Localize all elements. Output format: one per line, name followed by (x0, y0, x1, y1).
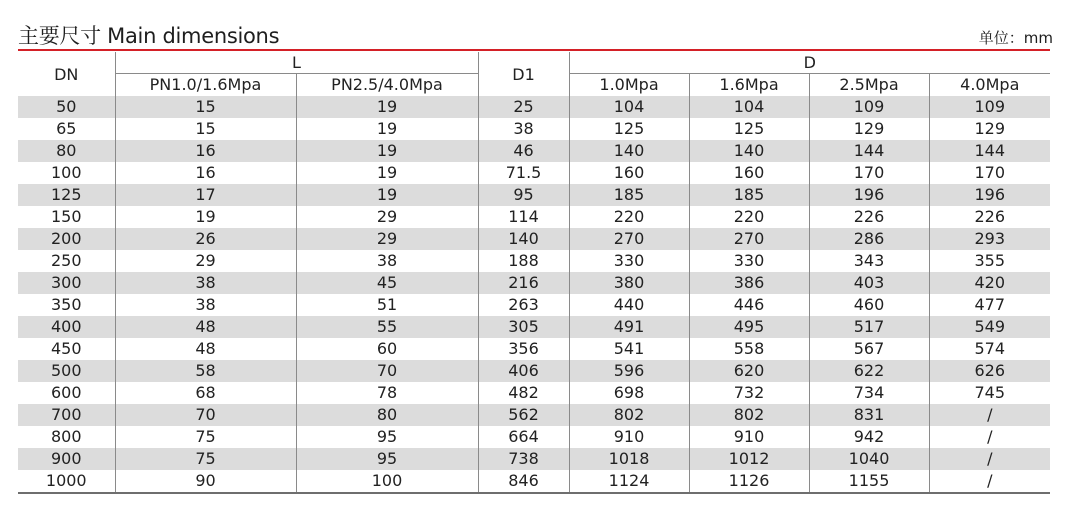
cell-d1: 738 (478, 448, 569, 470)
cell-l-pn10-16: 26 (115, 228, 296, 250)
table-row (18, 294, 1050, 316)
cell-d-10mpa: 185 (569, 184, 689, 206)
cell-d-16mpa: 270 (689, 228, 809, 250)
cell-l-pn10-16: 16 (115, 140, 296, 162)
cell-dn: 800 (18, 426, 115, 448)
cell-d-40mpa: / (929, 470, 1050, 493)
cell-d-16mpa: 1126 (689, 470, 809, 493)
header-d-25mpa: 2.5Mpa (809, 74, 929, 97)
cell-dn: 500 (18, 360, 115, 382)
cell-d-16mpa: 620 (689, 360, 809, 382)
table-row (18, 140, 1050, 162)
cell-d-10mpa: 1018 (569, 448, 689, 470)
cell-d1: 95 (478, 184, 569, 206)
header-dn: DN (18, 52, 115, 96)
cell-d-40mpa: 144 (929, 140, 1050, 162)
table-header (18, 52, 1050, 96)
cell-d-16mpa: 732 (689, 382, 809, 404)
cell-l-pn25-40: 95 (296, 448, 478, 470)
cell-l-pn10-16: 90 (115, 470, 296, 493)
cell-dn: 1000 (18, 470, 115, 493)
table-row (18, 250, 1050, 272)
table-row (18, 272, 1050, 294)
cell-d-10mpa: 270 (569, 228, 689, 250)
header-d-10mpa: 1.0Mpa (569, 74, 689, 97)
cell-d-10mpa: 330 (569, 250, 689, 272)
cell-d-16mpa: 558 (689, 338, 809, 360)
cell-l-pn10-16: 29 (115, 250, 296, 272)
cell-d-40mpa: 420 (929, 272, 1050, 294)
header-l-pn25-40: PN2.5/4.0Mpa (296, 74, 478, 97)
cell-d-40mpa: 293 (929, 228, 1050, 250)
table-row (18, 118, 1050, 140)
table-row (18, 228, 1050, 250)
cell-d1: 263 (478, 294, 569, 316)
cell-d-10mpa: 541 (569, 338, 689, 360)
cell-l-pn25-40: 51 (296, 294, 478, 316)
cell-d-10mpa: 440 (569, 294, 689, 316)
cell-d-10mpa: 125 (569, 118, 689, 140)
cell-d-25mpa: 109 (809, 96, 929, 118)
cell-d-40mpa: 745 (929, 382, 1050, 404)
table-body (18, 96, 1050, 493)
table-row (18, 316, 1050, 338)
cell-d-25mpa: 517 (809, 316, 929, 338)
cell-d-25mpa: 144 (809, 140, 929, 162)
cell-d-25mpa: 622 (809, 360, 929, 382)
header-group-l: L (115, 52, 478, 74)
table-row (18, 162, 1050, 184)
cell-dn: 125 (18, 184, 115, 206)
cell-l-pn10-16: 15 (115, 96, 296, 118)
cell-l-pn10-16: 15 (115, 118, 296, 140)
table-row (18, 206, 1050, 228)
cell-l-pn10-16: 38 (115, 294, 296, 316)
cell-dn: 400 (18, 316, 115, 338)
header-d1: D1 (478, 52, 569, 96)
cell-d1: 664 (478, 426, 569, 448)
table-row (18, 426, 1050, 448)
cell-l-pn10-16: 38 (115, 272, 296, 294)
cell-d-10mpa: 491 (569, 316, 689, 338)
cell-l-pn25-40: 19 (296, 96, 478, 118)
cell-d1: 140 (478, 228, 569, 250)
cell-d1: 562 (478, 404, 569, 426)
cell-d-25mpa: 226 (809, 206, 929, 228)
cell-d-40mpa: / (929, 404, 1050, 426)
cell-d-10mpa: 1124 (569, 470, 689, 493)
cell-d-10mpa: 220 (569, 206, 689, 228)
header-d-40mpa: 4.0Mpa (929, 74, 1050, 97)
dimensions-table (18, 52, 1050, 494)
table-row (18, 360, 1050, 382)
cell-l-pn25-40: 29 (296, 228, 478, 250)
cell-l-pn25-40: 29 (296, 206, 478, 228)
cell-d-10mpa: 910 (569, 426, 689, 448)
cell-l-pn25-40: 55 (296, 316, 478, 338)
table-row (18, 470, 1050, 493)
table-row (18, 448, 1050, 470)
cell-dn: 600 (18, 382, 115, 404)
cell-dn: 150 (18, 206, 115, 228)
cell-d-40mpa: 109 (929, 96, 1050, 118)
cell-l-pn10-16: 48 (115, 338, 296, 360)
cell-l-pn10-16: 75 (115, 426, 296, 448)
cell-d1: 25 (478, 96, 569, 118)
cell-d-16mpa: 495 (689, 316, 809, 338)
header-d-16mpa: 1.6Mpa (689, 74, 809, 97)
cell-dn: 250 (18, 250, 115, 272)
cell-dn: 65 (18, 118, 115, 140)
header-l-pn10-16: PN1.0/1.6Mpa (115, 74, 296, 97)
cell-d-16mpa: 140 (689, 140, 809, 162)
cell-d-16mpa: 185 (689, 184, 809, 206)
cell-dn: 900 (18, 448, 115, 470)
title-divider (18, 49, 1050, 51)
cell-d-40mpa: 626 (929, 360, 1050, 382)
cell-d1: 71.5 (478, 162, 569, 184)
cell-d-40mpa: 170 (929, 162, 1050, 184)
cell-d-40mpa: 549 (929, 316, 1050, 338)
table-row (18, 338, 1050, 360)
cell-dn: 450 (18, 338, 115, 360)
cell-d-25mpa: 170 (809, 162, 929, 184)
cell-d-25mpa: 403 (809, 272, 929, 294)
cell-d-16mpa: 104 (689, 96, 809, 118)
cell-d-40mpa: 129 (929, 118, 1050, 140)
cell-d-10mpa: 160 (569, 162, 689, 184)
cell-d-16mpa: 125 (689, 118, 809, 140)
cell-d-16mpa: 386 (689, 272, 809, 294)
cell-d-16mpa: 330 (689, 250, 809, 272)
table-row (18, 382, 1050, 404)
cell-l-pn25-40: 19 (296, 184, 478, 206)
cell-dn: 300 (18, 272, 115, 294)
cell-d-16mpa: 910 (689, 426, 809, 448)
cell-d1: 406 (478, 360, 569, 382)
cell-d-40mpa: / (929, 426, 1050, 448)
cell-d-25mpa: 196 (809, 184, 929, 206)
cell-l-pn10-16: 70 (115, 404, 296, 426)
cell-l-pn25-40: 100 (296, 470, 478, 493)
unit-label: 单位：mm (978, 29, 1053, 47)
cell-l-pn25-40: 70 (296, 360, 478, 382)
cell-dn: 200 (18, 228, 115, 250)
cell-l-pn10-16: 58 (115, 360, 296, 382)
cell-l-pn25-40: 80 (296, 404, 478, 426)
table-row (18, 404, 1050, 426)
cell-d-40mpa: 196 (929, 184, 1050, 206)
cell-d-25mpa: 286 (809, 228, 929, 250)
cell-d1: 188 (478, 250, 569, 272)
cell-d-40mpa: 574 (929, 338, 1050, 360)
cell-d-16mpa: 220 (689, 206, 809, 228)
cell-d-10mpa: 380 (569, 272, 689, 294)
cell-l-pn25-40: 60 (296, 338, 478, 360)
cell-d1: 38 (478, 118, 569, 140)
cell-dn: 700 (18, 404, 115, 426)
cell-d-40mpa: / (929, 448, 1050, 470)
cell-l-pn10-16: 68 (115, 382, 296, 404)
cell-d-16mpa: 1012 (689, 448, 809, 470)
cell-l-pn10-16: 16 (115, 162, 296, 184)
cell-d-16mpa: 802 (689, 404, 809, 426)
cell-l-pn25-40: 19 (296, 140, 478, 162)
cell-d-25mpa: 1155 (809, 470, 929, 493)
table-row (18, 184, 1050, 206)
cell-d-25mpa: 942 (809, 426, 929, 448)
cell-d-16mpa: 160 (689, 162, 809, 184)
cell-d-25mpa: 1040 (809, 448, 929, 470)
cell-dn: 100 (18, 162, 115, 184)
cell-l-pn25-40: 19 (296, 162, 478, 184)
cell-d-10mpa: 802 (569, 404, 689, 426)
cell-d1: 356 (478, 338, 569, 360)
cell-dn: 50 (18, 96, 115, 118)
cell-l-pn25-40: 78 (296, 382, 478, 404)
cell-d-40mpa: 355 (929, 250, 1050, 272)
cell-d-25mpa: 734 (809, 382, 929, 404)
cell-l-pn10-16: 75 (115, 448, 296, 470)
page-title: 主要尺寸 Main dimensions (18, 24, 280, 48)
cell-d-25mpa: 460 (809, 294, 929, 316)
cell-l-pn25-40: 95 (296, 426, 478, 448)
header-group-d: D (569, 52, 1050, 74)
cell-dn: 80 (18, 140, 115, 162)
cell-d-25mpa: 567 (809, 338, 929, 360)
cell-l-pn10-16: 48 (115, 316, 296, 338)
cell-d-10mpa: 596 (569, 360, 689, 382)
cell-d-40mpa: 226 (929, 206, 1050, 228)
cell-l-pn10-16: 17 (115, 184, 296, 206)
cell-d-10mpa: 698 (569, 382, 689, 404)
cell-l-pn25-40: 19 (296, 118, 478, 140)
cell-d-10mpa: 104 (569, 96, 689, 118)
cell-d-10mpa: 140 (569, 140, 689, 162)
cell-l-pn10-16: 19 (115, 206, 296, 228)
cell-d1: 482 (478, 382, 569, 404)
cell-d1: 846 (478, 470, 569, 493)
cell-l-pn25-40: 38 (296, 250, 478, 272)
cell-d1: 216 (478, 272, 569, 294)
cell-d1: 305 (478, 316, 569, 338)
cell-d-40mpa: 477 (929, 294, 1050, 316)
table-row (18, 96, 1050, 118)
cell-d-16mpa: 446 (689, 294, 809, 316)
cell-d-25mpa: 831 (809, 404, 929, 426)
cell-d-25mpa: 343 (809, 250, 929, 272)
cell-dn: 350 (18, 294, 115, 316)
cell-d-25mpa: 129 (809, 118, 929, 140)
cell-l-pn25-40: 45 (296, 272, 478, 294)
cell-d1: 46 (478, 140, 569, 162)
cell-d1: 114 (478, 206, 569, 228)
